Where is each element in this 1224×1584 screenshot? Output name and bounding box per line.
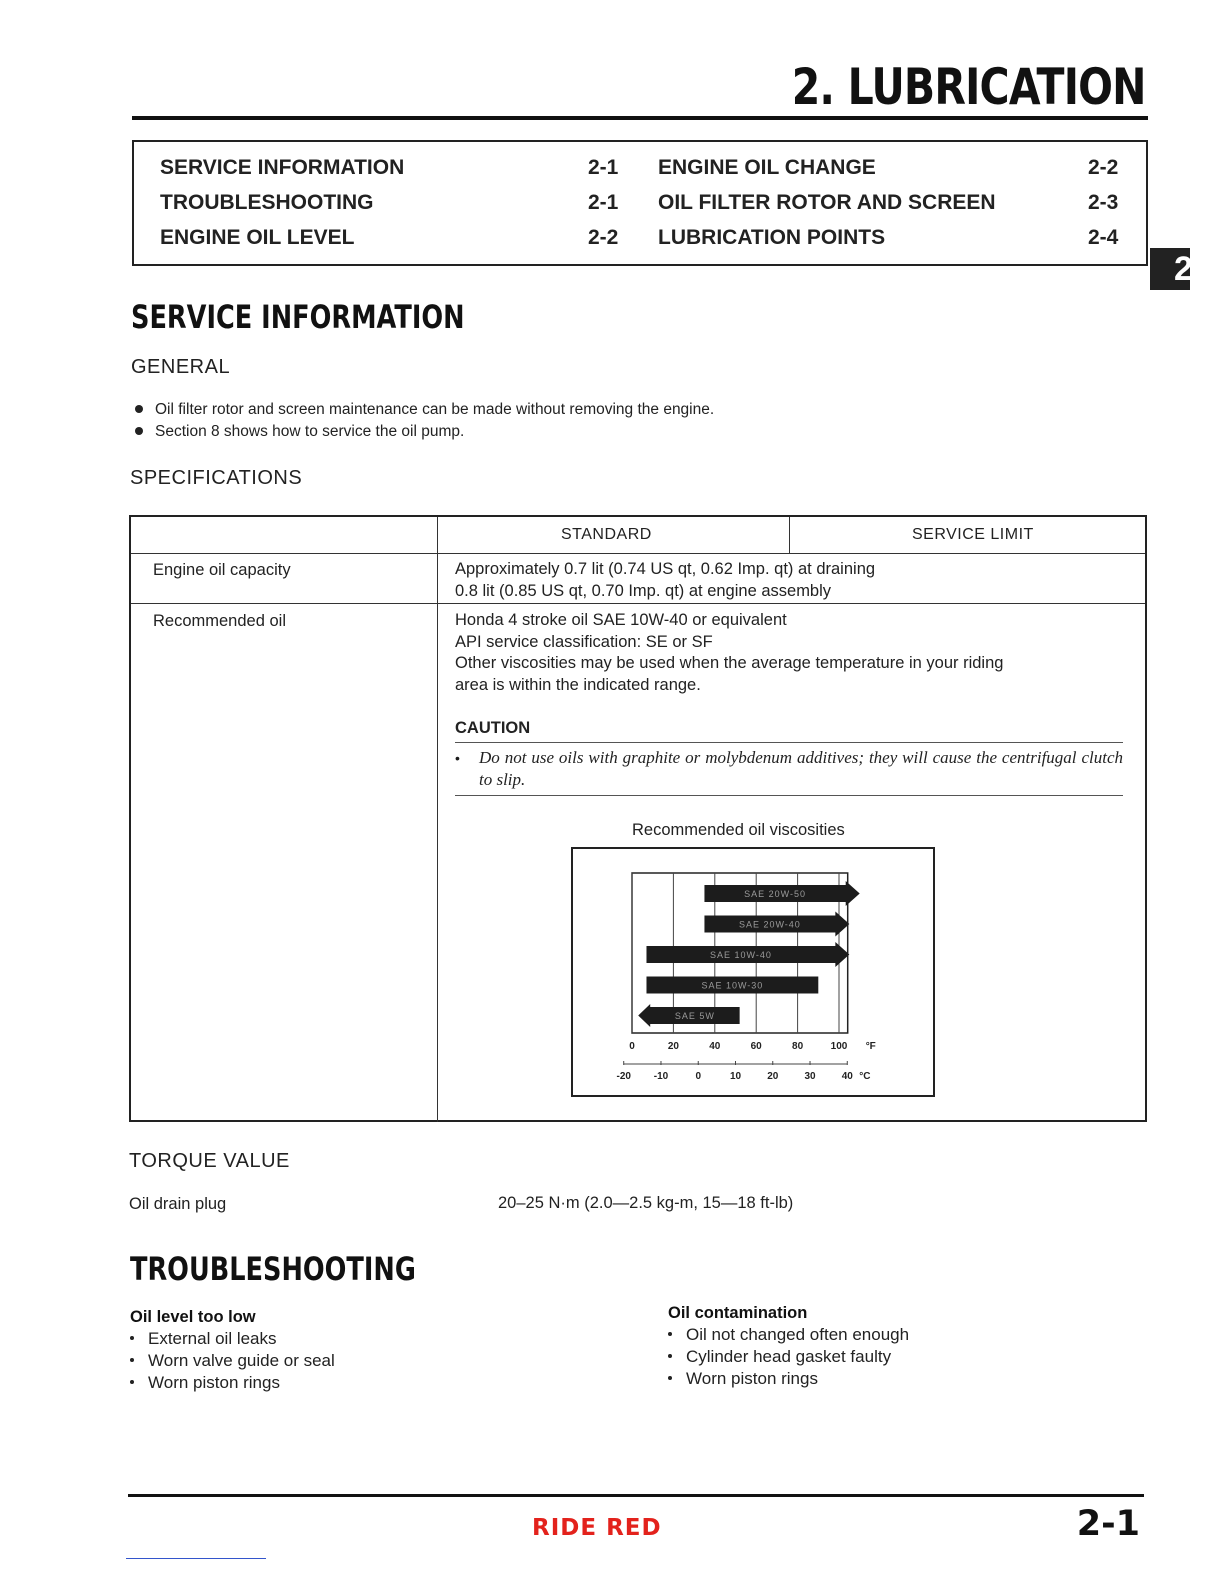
troubleshooting-item: Worn piston rings bbox=[668, 1369, 818, 1389]
viscosity-chart bbox=[573, 849, 933, 1095]
troubleshooting-group-title: Oil level too low bbox=[130, 1308, 256, 1326]
bullet-icon bbox=[668, 1332, 672, 1336]
torque-heading: TORQUE VALUE bbox=[129, 1150, 290, 1172]
troubleshooting-item: Worn piston rings bbox=[130, 1373, 280, 1393]
c-tick-label: -10 bbox=[653, 1071, 669, 1082]
viscosity-bar-label: SAE 10W-30 bbox=[701, 980, 764, 991]
header-rule bbox=[132, 116, 1148, 120]
service-information-heading: SERVICE INFORMATION bbox=[131, 298, 465, 336]
capacity-line: Approximately 0.7 lit (0.74 US qt, 0.62 Imp. qt) at draining bbox=[455, 560, 876, 578]
caution-rule bbox=[455, 795, 1123, 796]
bullet-text: Section 8 shows how to service the oil pump. bbox=[155, 423, 465, 440]
recommended-line: Honda 4 stroke oil SAE 10W-40 or equivalent bbox=[455, 611, 787, 629]
c-tick-label: 30 bbox=[804, 1071, 816, 1082]
general-bullet bbox=[135, 401, 714, 419]
c-tick-label: 10 bbox=[729, 1071, 742, 1082]
column-header-standard: STANDARD bbox=[561, 526, 652, 543]
troubleshooting-item: Cylinder head gasket faulty bbox=[668, 1347, 891, 1367]
caution-rule bbox=[455, 742, 1123, 743]
torque-value: 20–25 N·m (2.0—2.5 kg-m, 15—18 ft-lb) bbox=[498, 1194, 794, 1212]
table-divider bbox=[437, 517, 438, 1122]
page-number: 2-1 bbox=[1076, 1504, 1140, 1544]
caution-title: CAUTION bbox=[455, 719, 531, 737]
f-tick-label: 80 bbox=[792, 1041, 804, 1052]
troubleshooting-item: External oil leaks bbox=[130, 1329, 277, 1349]
f-tick-label: 0 bbox=[629, 1041, 635, 1052]
general-bullet bbox=[135, 423, 464, 441]
chapter-side-tab[interactable]: 2 bbox=[1150, 248, 1190, 290]
chapter-contents bbox=[132, 140, 1148, 266]
c-tick-label: 0 bbox=[695, 1071, 702, 1082]
toc-label: ENGINE OIL LEVEL bbox=[160, 226, 355, 249]
row-label-capacity: Engine oil capacity bbox=[153, 561, 291, 579]
f-tick-label: 20 bbox=[667, 1041, 679, 1052]
chapter-title: 2. LUBRICATION bbox=[792, 58, 1146, 116]
toc-page: 2-3 bbox=[1088, 191, 1119, 214]
viscosity-bar-label: SAE 20W-50 bbox=[744, 889, 807, 899]
table-divider bbox=[131, 553, 1145, 554]
viscosity-bar bbox=[646, 977, 818, 994]
torque-item: Oil drain plug bbox=[129, 1195, 227, 1213]
recommended-line: API service classification: SE or SF bbox=[455, 633, 713, 651]
toc-label: OIL FILTER ROTOR AND SCREEN bbox=[658, 191, 996, 214]
recommended-line: Other viscosities may be used when the average temperature in your riding bbox=[455, 654, 1004, 672]
bullet-icon bbox=[668, 1354, 672, 1358]
caution-text: Do not use oils with graphite or molybdenum additives; they will cause the centrifugal clutch to slip. bbox=[479, 748, 1123, 789]
troubleshooting-group-title: Oil contamination bbox=[668, 1304, 808, 1322]
bullet-icon bbox=[130, 1336, 134, 1340]
row-label-recommended: Recommended oil bbox=[153, 612, 286, 630]
viscosity-bar bbox=[704, 912, 849, 937]
table-divider bbox=[131, 603, 1145, 604]
recommended-line: area is within the indicated range. bbox=[455, 676, 701, 694]
general-heading: GENERAL bbox=[131, 356, 231, 378]
bullet-icon bbox=[135, 405, 143, 413]
footer-link-underline bbox=[126, 1558, 266, 1559]
toc-page: 2-2 bbox=[588, 226, 619, 249]
brand-logo: RIDE RED bbox=[532, 1515, 662, 1541]
specifications-heading: SPECIFICATIONS bbox=[130, 467, 303, 489]
troubleshooting-item: Worn valve guide or seal bbox=[130, 1351, 335, 1371]
viscosity-bar-label: SAE 10W-40 bbox=[709, 950, 772, 960]
c-tick-label: 20 bbox=[767, 1071, 779, 1082]
toc-page: 2-4 bbox=[1088, 226, 1119, 249]
troubleshooting-item: Oil not changed often enough bbox=[668, 1325, 909, 1345]
viscosity-bar bbox=[646, 942, 849, 967]
toc-page: 2-1 bbox=[588, 191, 619, 214]
footer-rule bbox=[128, 1494, 1144, 1497]
bullet-icon bbox=[130, 1380, 134, 1384]
toc-label: LUBRICATION POINTS bbox=[658, 226, 886, 249]
viscosity-bar bbox=[704, 881, 859, 906]
toc-label: SERVICE INFORMATION bbox=[160, 156, 405, 179]
chart-title: Recommended oil viscosities bbox=[632, 821, 845, 839]
viscosity-chart-frame bbox=[571, 847, 935, 1097]
capacity-line: 0.8 lit (0.85 US qt, 0.70 Imp. qt) at engine assembly bbox=[455, 582, 832, 600]
c-unit-label: °C bbox=[859, 1071, 871, 1082]
table-divider bbox=[789, 517, 790, 553]
bullet-text: Oil filter rotor and screen maintenance can be made without removing the engine. bbox=[155, 401, 715, 418]
viscosity-bar-label: SAE 20W-40 bbox=[738, 919, 801, 930]
viscosity-bar-label: SAE 5W bbox=[674, 1011, 715, 1021]
bullet-icon bbox=[135, 427, 143, 435]
c-tick-label: -20 bbox=[616, 1071, 631, 1082]
bullet-icon bbox=[130, 1358, 134, 1362]
bullet-icon bbox=[668, 1376, 672, 1380]
toc-label: ENGINE OIL CHANGE bbox=[658, 156, 876, 179]
f-tick-label: 60 bbox=[750, 1041, 762, 1052]
f-tick-label: 100 bbox=[830, 1041, 848, 1052]
viscosity-bar bbox=[638, 1004, 739, 1027]
toc-label: TROUBLESHOOTING bbox=[160, 191, 374, 214]
f-tick-label: 40 bbox=[709, 1041, 721, 1052]
c-tick-label: 40 bbox=[841, 1071, 853, 1082]
caution-bullet-icon: • bbox=[455, 750, 460, 766]
column-header-service-limit: SERVICE LIMIT bbox=[912, 526, 1034, 543]
troubleshooting-heading: TROUBLESHOOTING bbox=[130, 1250, 416, 1288]
toc-page: 2-1 bbox=[588, 156, 619, 179]
f-unit-label: °F bbox=[865, 1041, 876, 1052]
toc-page: 2-2 bbox=[1088, 156, 1119, 179]
